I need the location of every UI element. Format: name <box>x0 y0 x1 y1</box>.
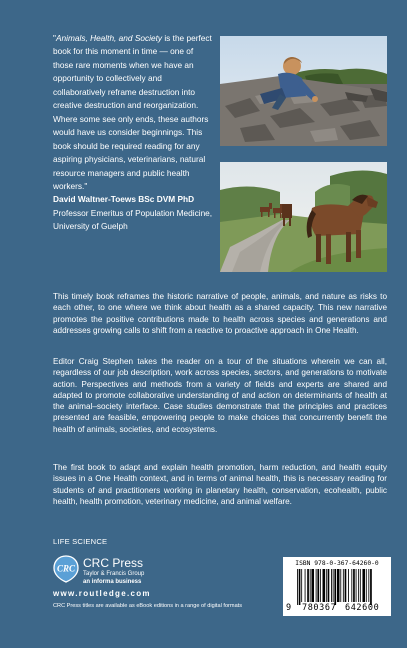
isbn-barcode <box>283 557 391 616</box>
barcode-bar <box>337 569 340 602</box>
barcode-bar <box>317 569 319 602</box>
quote-open-mark: " <box>53 33 56 43</box>
barcode-bar <box>366 569 367 602</box>
barcode-bar <box>343 569 344 602</box>
description-paragraph-1: This timely book reframes the historic narrative of people, animals, and nature as risks to each other, to one where we think about health as a shared capacity. This new narrative promotes the positive contributions made to health across species and generations and addresses growing calls to shift from a reactive to proactive approach in One Health. <box>53 292 387 335</box>
barcode-bar <box>340 569 341 602</box>
crc-logo-text: CRC <box>56 563 76 574</box>
barcode-bar <box>360 569 361 602</box>
barcode-bar <box>297 569 298 605</box>
isbn-label: ISBN 978-0-367-64260-0 <box>295 560 379 567</box>
barcode-bar <box>328 569 330 602</box>
barcode-bar <box>311 569 314 602</box>
barcode-bar <box>299 569 301 605</box>
quote-author: David Waltner-Toews BSc DVM PhD <box>53 194 195 205</box>
barcode-bar <box>345 569 347 602</box>
horses-on-road-photo <box>220 162 387 272</box>
publisher-informa: an informa business <box>83 579 142 585</box>
barcode-bar <box>353 569 355 602</box>
barcode-bar <box>362 569 365 602</box>
crc-press-logo-icon <box>53 555 79 583</box>
barcode-bars <box>287 569 387 605</box>
barcode-bar <box>326 569 327 602</box>
barcode-bar <box>370 569 372 605</box>
ebook-note: CRC Press titles are available as eBook editions in a range of digital formats <box>53 603 243 609</box>
endorsement-quote <box>53 32 213 234</box>
barcode-bar <box>305 569 306 602</box>
barcode-bar <box>356 569 357 602</box>
quote-affiliation: Professor Emeritus of Population Medicine, University of Guelph <box>53 207 213 232</box>
barcode-bar <box>333 569 334 602</box>
barcode-bar <box>323 569 326 602</box>
barcode-bar <box>348 569 349 602</box>
barcode-bar <box>316 569 317 602</box>
barcode-first-digit: 9 <box>286 603 292 613</box>
barcode-right-digits: 642600 <box>345 603 380 613</box>
barcode-bar <box>320 569 321 602</box>
barcode-bar <box>331 569 332 602</box>
barcode-bar <box>351 569 352 602</box>
quote-book-title: Animals, Health, and Society <box>55 33 163 43</box>
description-paragraph-2: Editor Craig Stephen takes the reader on a tour of the situations wherein we can all, regardless of our job description, work across species, sectors, and generations to motivate action. Perspectives and methods from a variety of fields and experts are shared and adapted to promote collaborative understanding of and action on determinants of health at the animal–society interface. Case studies demonstrate that the principles and practices presented are feasible, empowering people to make choices that concurrently benefit the health of animals, societies, and ecosystems. <box>53 357 387 434</box>
barcode-bar <box>307 569 309 602</box>
publisher-website: www.routledge.com <box>53 589 151 598</box>
barcode-bar <box>334 569 336 605</box>
publisher-group: Taylor & Francis Group <box>83 571 145 577</box>
subject-category: LIFE SCIENCE <box>53 537 108 546</box>
child-on-rocks-photo <box>220 36 387 146</box>
barcode-bar <box>301 569 302 602</box>
quote-text: is the perfect book for this moment in time — one of those rare moments when we have an opportunity to collectively and collaboratively reframe destruction into creative destruction and reorganization. Where some see only ends, these authors would have us consider beginnings. This book should be required reading for any aspiring physicians, veterinarians, natural resource managers and public health workers." <box>53 33 212 191</box>
barcode-bar <box>358 569 359 602</box>
barcode-bar <box>310 569 311 602</box>
barcode-bar <box>368 569 369 602</box>
description-paragraph-3: The first book to adapt and explain health promotion, harm reduction, and health equity issues in a One Health context, and in terms of animal health, this is necessary reading for students of and practitioners working in planetary health, conservation, ecohealth, public health, health promotion, veterinary medicine, and animal welfare. <box>53 463 387 506</box>
barcode-left-digits: 780367 <box>302 603 337 613</box>
publisher-name: CRC Press <box>83 556 144 570</box>
